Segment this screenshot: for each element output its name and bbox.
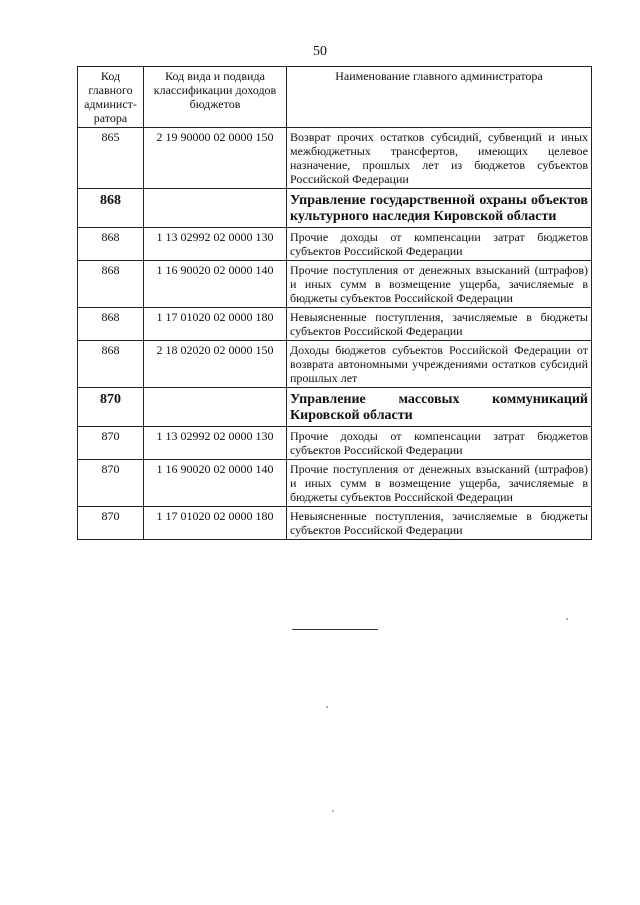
admin-code-cell: 870 bbox=[78, 460, 144, 507]
scan-speck bbox=[566, 618, 568, 620]
header-admin-code: Код главного админист-ратора bbox=[78, 67, 144, 128]
admin-code-cell: 868 bbox=[78, 308, 144, 341]
revenue-code-cell: 1 17 01020 02 0000 180 bbox=[144, 308, 287, 341]
revenue-code-cell: 2 19 90000 02 0000 150 bbox=[144, 128, 287, 189]
revenue-name-cell: Прочие доходы от компенсации затрат бюджетов субъектов Российской Федерации bbox=[287, 228, 592, 261]
table-header-row bbox=[78, 67, 592, 128]
scan-speck bbox=[326, 706, 328, 708]
revenue-code-cell: 1 16 90020 02 0000 140 bbox=[144, 460, 287, 507]
scan-speck bbox=[332, 810, 334, 812]
admin-code-cell: 868 bbox=[78, 341, 144, 388]
page-number: 50 bbox=[313, 44, 327, 59]
revenue-code-cell: 1 16 90020 02 0000 140 bbox=[144, 261, 287, 308]
table-row bbox=[78, 507, 592, 540]
revenue-name-cell: Доходы бюджетов субъектов Российской Федерации от возврата автономными учреждениями остатков субсидий прошлых лет bbox=[287, 341, 592, 388]
revenue-name-cell: Невыясненные поступления, зачисляемые в бюджеты субъектов Российской Федерации bbox=[287, 507, 592, 540]
table-row bbox=[78, 427, 592, 460]
admin-code-cell: 870 bbox=[78, 507, 144, 540]
table-row bbox=[78, 308, 592, 341]
header-revenue-code: Код вида и подвида классификации доходов бюджетов bbox=[144, 67, 287, 128]
revenue-code-cell: 1 13 02992 02 0000 130 bbox=[144, 427, 287, 460]
administrator-name-cell: Управление государственной охраны объектов культурного наследия Кировской области bbox=[287, 189, 592, 228]
revenue-administrators-table bbox=[77, 66, 592, 540]
revenue-code-cell: 2 18 02020 02 0000 150 bbox=[144, 341, 287, 388]
table-header bbox=[78, 67, 592, 128]
revenue-name-cell: Возврат прочих остатков субсидий, субвенций и иных межбюджетных трансфертов, имеющих целевое назначение, прошлых лет из бюджетов субъектов Российской Федерации bbox=[287, 128, 592, 189]
revenue-code-cell: 1 17 01020 02 0000 180 bbox=[144, 507, 287, 540]
table-row bbox=[78, 341, 592, 388]
revenue-code-cell: 1 13 02992 02 0000 130 bbox=[144, 228, 287, 261]
revenue-code-cell bbox=[144, 388, 287, 427]
administrator-heading-row bbox=[78, 388, 592, 427]
table-body bbox=[78, 128, 592, 540]
admin-code-cell: 868 bbox=[78, 189, 144, 228]
admin-code-cell: 868 bbox=[78, 228, 144, 261]
table-row bbox=[78, 460, 592, 507]
revenue-name-cell: Прочие поступления от денежных взысканий (штрафов) и иных сумм в возмещение ущерба, зачисляемые в бюджеты субъектов Российской Федерации bbox=[287, 460, 592, 507]
revenue-name-cell: Прочие доходы от компенсации затрат бюджетов субъектов Российской Федерации bbox=[287, 427, 592, 460]
end-separator-line bbox=[292, 629, 378, 630]
administrator-name-cell: Управление массовых коммуникаций Кировской области bbox=[287, 388, 592, 427]
revenue-name-cell: Прочие поступления от денежных взысканий (штрафов) и иных сумм в возмещение ущерба, зачисляемые в бюджеты субъектов Российской Федерации bbox=[287, 261, 592, 308]
admin-code-cell: 865 bbox=[78, 128, 144, 189]
header-admin-name: Наименование главного администратора bbox=[287, 67, 592, 128]
admin-code-cell: 870 bbox=[78, 388, 144, 427]
administrator-heading-row bbox=[78, 189, 592, 228]
table-row bbox=[78, 261, 592, 308]
admin-code-cell: 870 bbox=[78, 427, 144, 460]
revenue-code-cell bbox=[144, 189, 287, 228]
revenue-name-cell: Невыясненные поступления, зачисляемые в бюджеты субъектов Российской Федерации bbox=[287, 308, 592, 341]
admin-code-cell: 868 bbox=[78, 261, 144, 308]
table-row bbox=[78, 128, 592, 189]
table-row bbox=[78, 228, 592, 261]
